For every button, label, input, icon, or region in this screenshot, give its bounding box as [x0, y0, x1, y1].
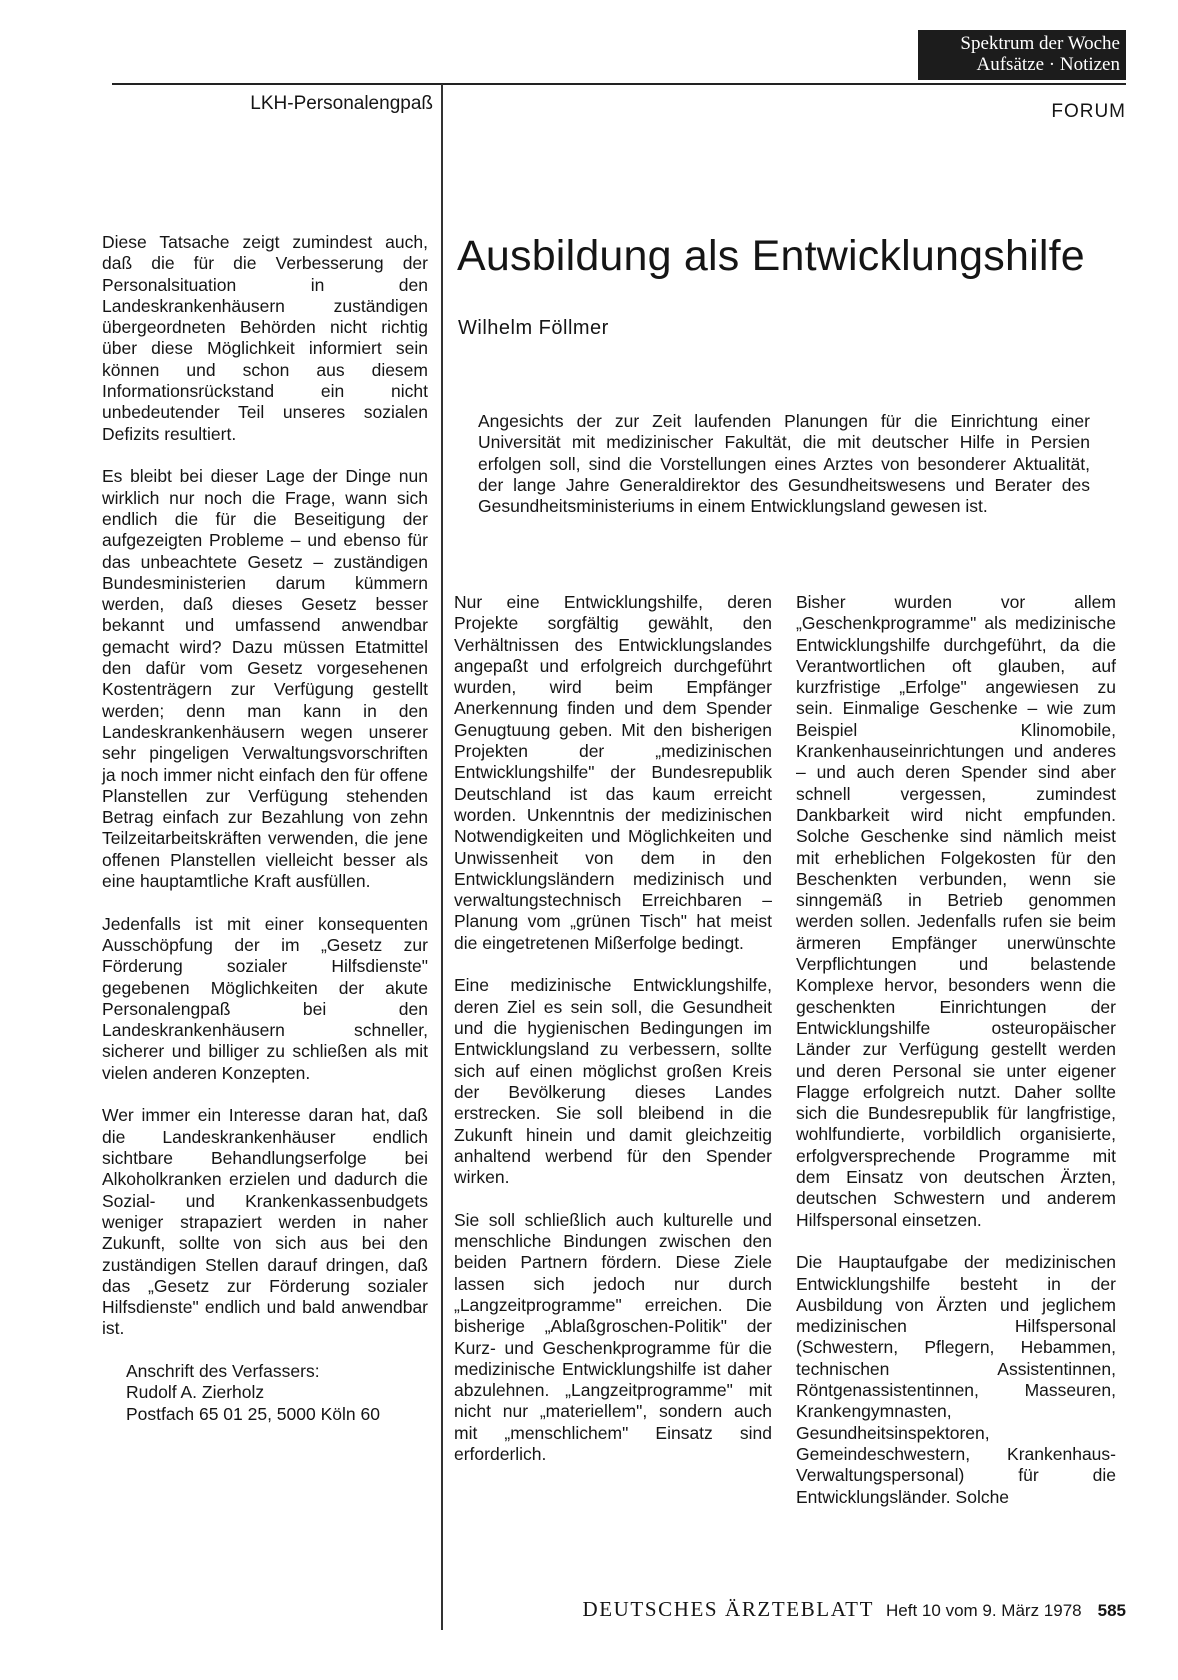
author-address-label: Anschrift des Verfassers: — [126, 1361, 320, 1382]
previous-article-paragraph: Wer immer ein Interesse daran hat, daß die Landeskrankenhäuser endlich sichtbare Behandlungserfolge bei Alkoholkranken erzielen und dadurch die Sozial- und Krankenkassenbudgets weniger strapaziert werden in naher Zukunft, sollte von sich aus bei den zuständigen Stellen darauf dringen, daß das „Gesetz zur Förderung sozialer Hilfsdienste" endlich und bald anwendbar ist. — [102, 1105, 428, 1339]
article-paragraph: Bisher wurden vor allem „Geschenkprogramme" als medizinische Entwicklungshilfe durchgeführt, da die Verantwortlichen oft glauben, auf kurzfristige „Erfolge" angewiesen zu sein. Einmalige Geschenke – wie zum Beispiel Klinomobile, Krankenhauseinrichtungen und anderes – und auch deren Spender sind aber schnell vergessen, zumindest Dankbarkeit wird nicht empfunden. Solche Geschenke sind nämlich meist mit erheblichen Folgekosten für den Beschenkten verbunden, wenn sie sinngemäß in Betrieb genommen werden sollen. Jedenfalls rufen sie beim ärmeren Empfänger unerwünschte Verpflichtungen und belastende Komplexe hervor, besonders wenn die geschenkten Einrichtungen der Entwicklungshilfe osteuropäischer Länder zur Verfügung gestellt werden und deren Personal sie unter eigener Flagge erfolgreich nutzt. Daher sollte sich die Bundesrepublik für langfristige, wohlfundierte, vorbildlich organisierte, erfolgversprechende Programme mit dem Einsatz von deutschen Ärzten, deutschen Schwestern und anderem Hilfspersonal einsetzen. — [796, 592, 1116, 1230]
previous-article-column — [102, 232, 428, 1425]
author-address — [102, 1361, 428, 1425]
article-author: Wilhelm Föllmer — [458, 317, 609, 339]
top-rule — [112, 83, 1126, 85]
article-column-middle — [454, 592, 772, 1487]
author-address-name: Rudolf A. Zierholz — [126, 1382, 265, 1403]
article-paragraph: Sie soll schließlich auch kulturelle und menschliche Bindungen zwischen den beiden Partnern fördern. Diese Ziele lassen sich jedoch nur durch „Langzeitprogramme" erreichen. Die bisherige „Ablaßgroschen-Politik" der Kurz- und Geschenkprogramme für die medizinische Entwicklungshilfe ist daher abzulehnen. „Langzeitprogramme" mit nicht nur „materiellem", sondern auch mit „menschlichem" Einsatz sind erforderlich. — [454, 1209, 772, 1465]
footer-journal-name: DEUTSCHES ÄRZTEBLATT — [582, 1597, 875, 1621]
footer-issue: Heft 10 vom 9. März 1978 — [886, 1601, 1082, 1620]
article-lead: Angesichts der zur Zeit laufenden Planungen für die Einrichtung einer Universität mit medizinischer Fakultät, die mit deutscher Hilfe in Persien erfolgen soll, sind die Vorstellungen eines Arztes von besonderer Aktualität, der lange Jahre Generaldirektor des Gesundheitswesens und Berater des Gesundheitsministeriums in einem Entwicklungsland gewesen ist. — [478, 411, 1090, 517]
section-badge-line-2: Aufsätze · Notizen — [976, 54, 1120, 75]
previous-article-paragraph: Jedenfalls ist mit einer konsequenten Ausschöpfung der im „Gesetz zur Förderung sozialer Hilfsdienste" gegebenen Möglichkeiten der akute Personalengpaß bei den Landeskrankenhäusern schneller, sicherer und billiger zu schließen als mit vielen anderen Konzepten. — [102, 913, 428, 1083]
article-paragraph: Eine medizinische Entwicklungshilfe, deren Ziel es sein soll, die Gesundheit und die hygienischen Bedingungen im Entwicklungsland zu verbessern, sollte sich auf einen möglichst großen Kreis der Bevölkerung dieses Landes erstrecken. Sie soll bleibend in die Zukunft hinein und damit gleichzeitig anhaltend werbend für den Spender wirken. — [454, 975, 772, 1188]
footer-page-number: 585 — [1097, 1601, 1126, 1620]
section-badge-line-1: Spektrum der Woche — [960, 33, 1120, 54]
article-paragraph: Nur eine Entwicklungshilfe, deren Projekte sorgfältig gewählt, den Verhältnissen des Entwicklungslandes angepaßt und erfolgreich durchgeführt wurden, wird beim Empfänger Anerkennung finden und dem Spender Genugtuung geben. Mit den bisherigen Projekten der „medizinischen Entwicklungshilfe" der Bundesrepublik Deutschland ist das kaum erreicht worden. Unkenntnis der medizinischen Notwendigkeiten und Möglichkeiten und Unwissenheit von dem in den Entwicklungsländern medizinisch und verwaltungstechnisch Erreichbaren – Planung vom „grünen Tisch" hat meist die eingetretenen Mißerfolge bedingt. — [454, 592, 772, 953]
previous-article-paragraph: Es bleibt bei dieser Lage der Dinge nun wirklich nur noch die Frage, wann sich endlich die für die Beseitigung der aufgezeigten Probleme – und ebenso für das unbeachtete Gesetz – zuständigen Bundesministerien darum kümmern werden, daß dieses Gesetz besser bekannt und umfassend anwendbar gemacht wird? Dazu müssen Etatmittel den dafür vom Gesetz vorgesehenen Kostenträgern zur Verfügung gestellt werden; denn man kann in den Landeskrankenhäusern wegen unserer sehr pingeligen Verwaltungsvorschriften ja noch immer nicht einfach den für offene Planstellen zur Verfügung stehenden Betrag einfach zur Bezahlung von zehn Teilzeitarbeitskräften verwenden, die jene offenen Planstellen vielleicht besser als eine hauptamtliche Kraft ausfüllen. — [102, 466, 428, 891]
article-title: Ausbildung als Entwicklungshilfe — [457, 232, 1085, 280]
column-divider — [441, 84, 443, 1630]
article-column-right — [796, 592, 1116, 1529]
previous-article-paragraph: Diese Tatsache zeigt zumindest auch, daß die für die Verbesserung der Personalsituation in den Landeskrankenhäusern zuständigen übergeordneten Behörden nicht richtig über diese Möglichkeit informiert sein können und schon aus diesem Informationsrückstand ein nicht unbedeutender Teil unseres sozialen Defizits resultiert. — [102, 232, 428, 444]
author-address-street: Postfach 65 01 25, 5000 Köln 60 — [126, 1403, 380, 1424]
page-footer — [490, 1597, 1126, 1622]
previous-article-kicker: LKH-Personalengpaß — [250, 93, 433, 114]
section-badge — [918, 30, 1126, 80]
section-label: FORUM — [1051, 101, 1126, 122]
article-paragraph: Die Hauptaufgabe der medizinischen Entwicklungshilfe besteht in der Ausbildung von Ärzten und jeglichem medizinischen Hilfspersonal (Schwestern, Pflegern, Hebammen, technischen Assistentinnen, Röntgenassistentinnen, Masseuren, Krankengymnasten, Gesundheitsinspektoren, Gemeindeschwestern, Krankenhaus-Verwaltungspersonal) für die Entwicklungsländer. Solche — [796, 1252, 1116, 1507]
